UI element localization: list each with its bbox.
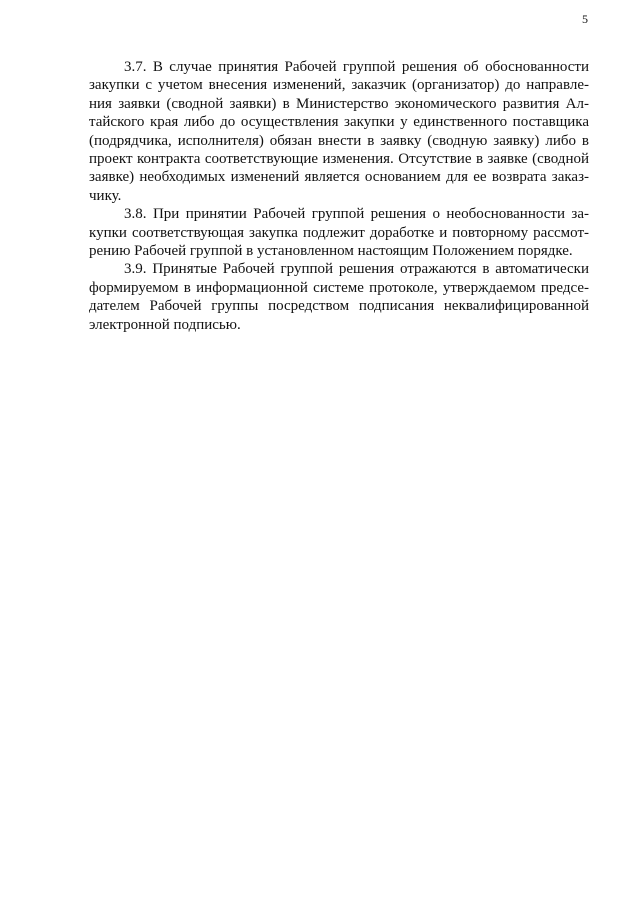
text-line: 3.8. При принятии Рабочей группой решения о необоснованности за-	[124, 206, 589, 223]
text-line: рению Рабочей группой в установленном настоящим Положением порядке.	[89, 243, 573, 260]
text-line: проект контракта соответствующие изменения. Отсутствие в заявке (сводной	[89, 151, 589, 168]
text-line: формируемом в информационной системе протоколе, утверждаемом предсе-	[89, 279, 589, 296]
text-line: (подрядчика, исполнителя) обязан внести в заявку (сводную заявку) либо в	[89, 132, 589, 149]
text-line: электронной подписью.	[89, 316, 241, 333]
text-line: ния заявки (сводной заявки) в Министерство экономического развития Ал-	[89, 95, 589, 112]
text-line: закупки с учетом внесения изменений, заказчик (организатор) до направле-	[89, 77, 589, 94]
text-line: купки соответствующая закупка подлежит доработке и повторному рассмот-	[89, 224, 589, 241]
text-line: дателем Рабочей группы посредством подписания неквалифицированной	[89, 298, 589, 315]
paragraph-3-9	[89, 260, 589, 334]
page-number: 5	[582, 12, 588, 26]
text-line: 3.7. В случае принятия Рабочей группой решения об обоснованности	[124, 59, 589, 75]
document-body	[89, 58, 589, 334]
paragraph-3-7	[89, 58, 589, 205]
text-line: заявке) необходимых изменений является основанием для ее возврата заказ-	[89, 169, 589, 186]
paragraph-3-8	[89, 205, 589, 260]
text-line: чику.	[89, 187, 122, 204]
text-line: 3.9. Принятые Рабочей группой решения отражаются в автоматически	[124, 261, 589, 278]
text-line: тайского края либо до осуществления закупки у единственного поставщика	[89, 114, 589, 131]
